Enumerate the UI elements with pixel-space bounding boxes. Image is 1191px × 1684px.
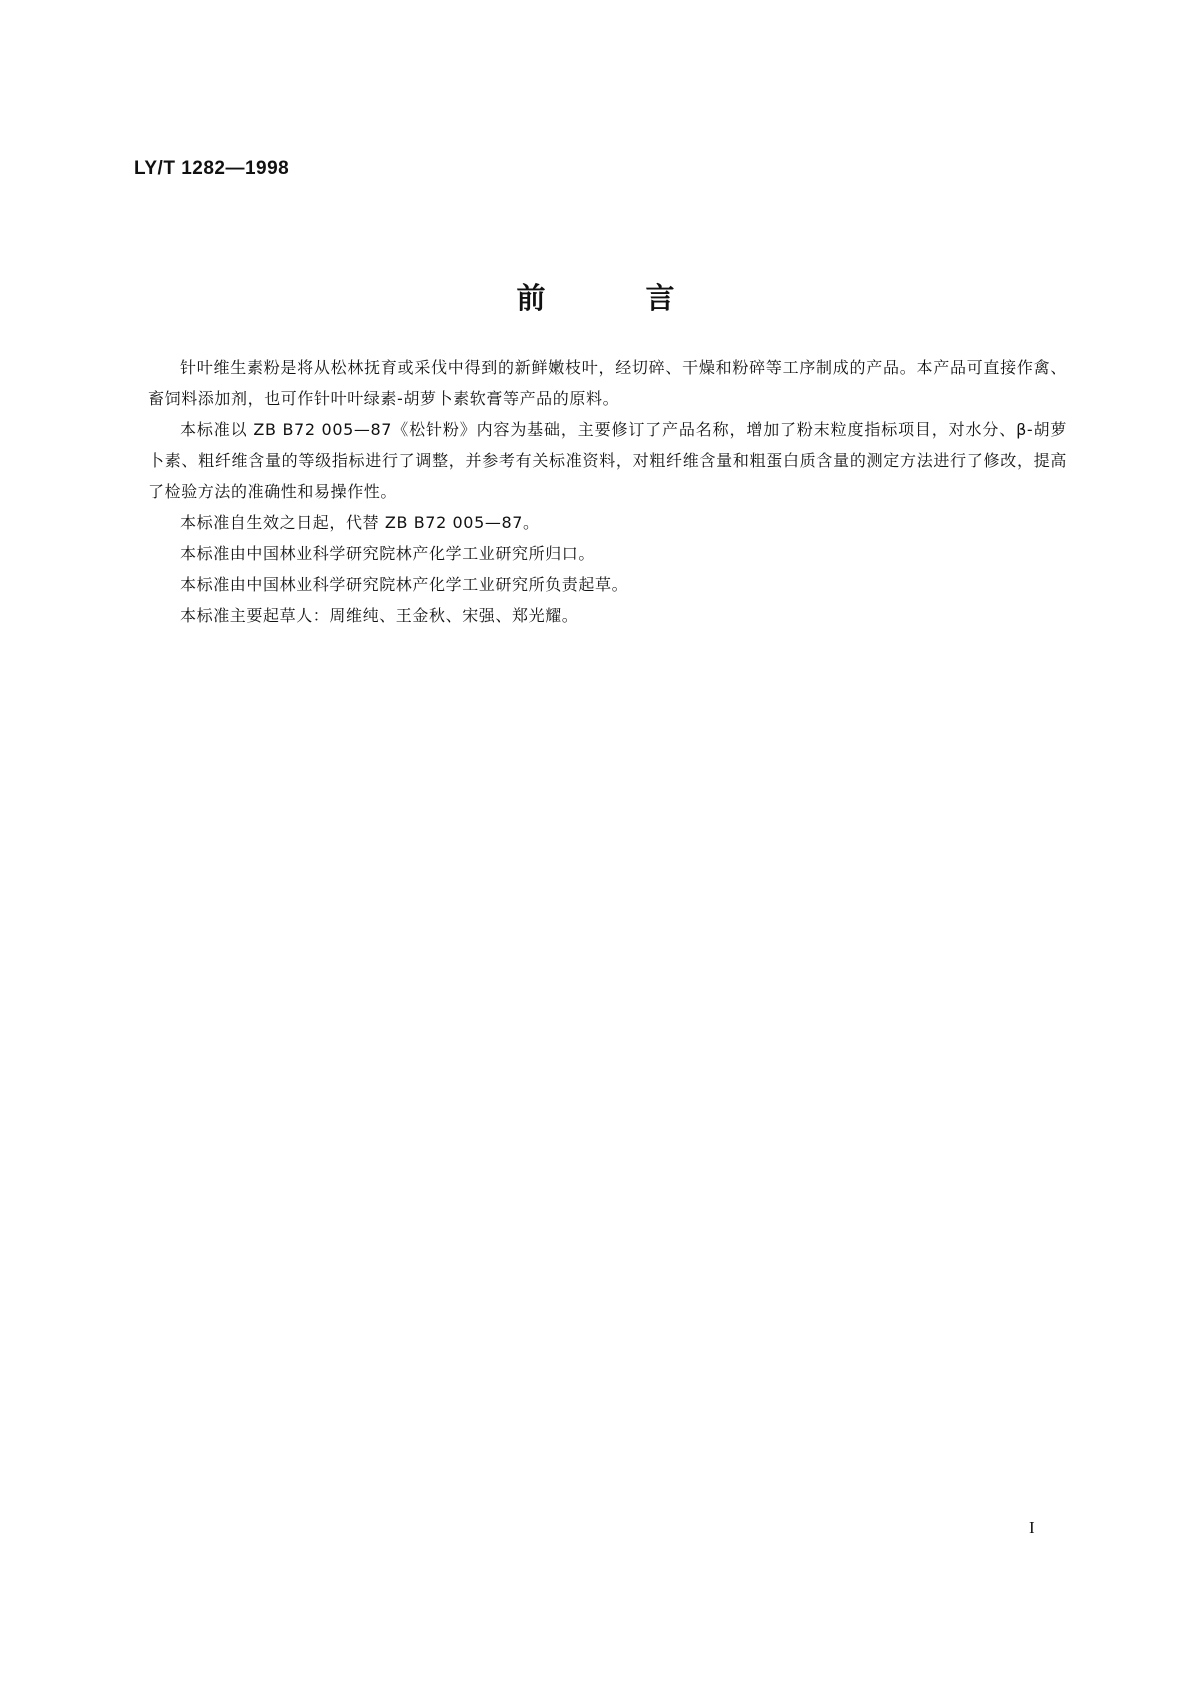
title-char-2: 言 — [645, 281, 675, 315]
paragraph-drafters: 本标准主要起草人：周维纯、王金秋、宋强、郑光耀。 — [180, 606, 579, 625]
foreword-body — [148, 352, 1067, 631]
paragraph-replacement: 本标准自生效之日起，代替 ZB B72 005—87。 — [180, 513, 540, 532]
page-number: I — [1029, 1518, 1035, 1537]
paragraph-intro: 针叶维生素粉是将从松林抚育或采伐中得到的新鲜嫩枝叶，经切碎、干燥和粉碎等工序制成的产品。本产品可直接作禽、畜饲料添加剂，也可作针叶叶绿素-胡萝卜素软膏等产品的原料。 — [148, 358, 1067, 408]
paragraph-revision: 本标准以 ZB B72 005—87《松针粉》内容为基础，主要修订了产品名称，增加了粉末粒度指标项目，对水分、β-胡萝卜素、粗纤维含量的等级指标进行了调整，并参考有关标准资料，对粗纤维含量和粗蛋白质含量的测定方法进行了修改，提高了检验方法的准确性和易操作性。 — [148, 420, 1067, 501]
paragraph-responsible: 本标准由中国林业科学研究院林产化学工业研究所归口。 — [180, 544, 596, 563]
page-title — [0, 280, 1191, 316]
document-code: LY/T 1282—1998 — [134, 158, 290, 179]
title-char-1: 前 — [516, 281, 546, 315]
paragraph-drafting-unit: 本标准由中国林业科学研究院林产化学工业研究所负责起草。 — [180, 575, 629, 594]
